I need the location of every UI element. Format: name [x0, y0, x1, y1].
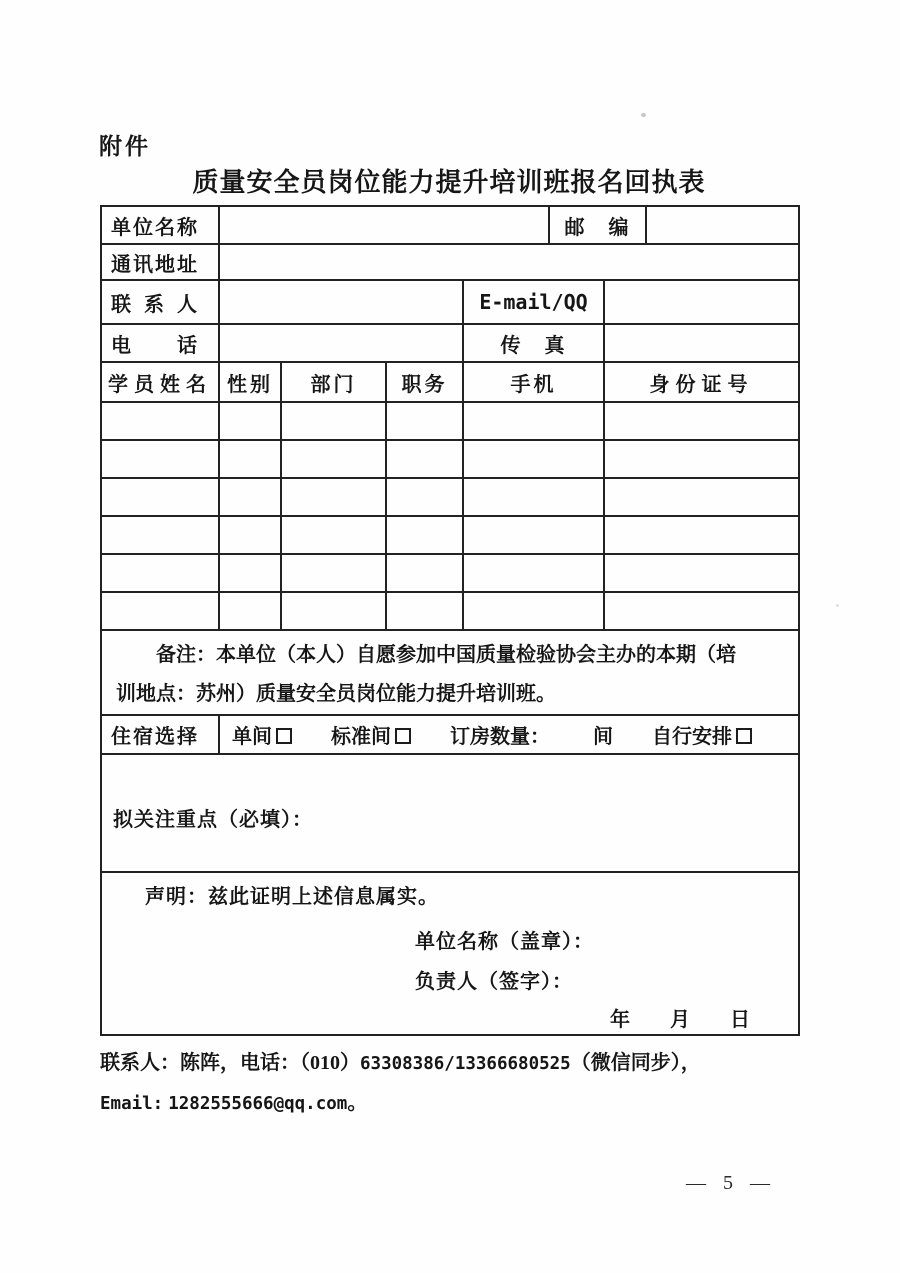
standard-room-label: 标准间 — [331, 726, 391, 748]
roster-header-department: 部门 — [281, 362, 386, 402]
roster-cell — [219, 440, 281, 478]
self-arrange-checkbox — [736, 728, 752, 744]
roster-cell — [386, 440, 463, 478]
declaration-statement: 声明：兹此证明上述信息属实。 — [145, 886, 439, 908]
focus-row — [101, 754, 799, 872]
scan-speck — [641, 113, 646, 117]
roster-cell — [604, 402, 799, 440]
booking-qty-label: 订房数量： — [450, 726, 550, 748]
address-input-cell — [219, 244, 799, 280]
roster-header-id-number: 身份证号 — [604, 362, 799, 402]
row-unit-name — [101, 206, 799, 244]
footer-email-label: Email: — [100, 1094, 164, 1114]
roster-cell — [386, 554, 463, 592]
roster-cell — [463, 516, 604, 554]
roster-header-gender: 性别 — [219, 362, 281, 402]
accommodation-options-cell — [219, 715, 799, 754]
footer-email-value: 1282555666@qq.com — [168, 1094, 348, 1114]
date-line: 年 月 日 — [610, 1009, 750, 1031]
roster-header-name: 学员姓名 — [101, 362, 219, 402]
address-label: 通讯地址 — [101, 244, 219, 280]
single-room-option — [232, 726, 292, 748]
roster-header-position: 职务 — [386, 362, 463, 402]
roster-cell — [101, 440, 219, 478]
phone-input-cell — [219, 324, 463, 362]
roster-cell — [219, 554, 281, 592]
footer-phone-numbers: 63308386/13366680525 — [360, 1054, 571, 1074]
form-title: 质量安全员岗位能力提升培训班报名回执表 — [192, 168, 706, 197]
roster-cell — [604, 440, 799, 478]
remark-cell — [101, 630, 799, 715]
single-room-label: 单间 — [232, 726, 272, 748]
roster-cell — [386, 592, 463, 630]
roster-cell — [219, 516, 281, 554]
scan-speck — [836, 604, 839, 607]
roster-cell — [219, 592, 281, 630]
roster-cell — [101, 478, 219, 516]
roster-cell — [604, 478, 799, 516]
roster-cell — [463, 440, 604, 478]
roster-cell — [219, 478, 281, 516]
roster-cell — [386, 516, 463, 554]
roster-empty-row — [101, 554, 799, 592]
signer-label: 负责人（签字）： — [415, 971, 573, 993]
attachment-label: 附件 — [99, 134, 151, 159]
footer-email-line — [100, 1086, 820, 1115]
roster-empty-row — [101, 440, 799, 478]
roster-cell — [604, 592, 799, 630]
standard-room-checkbox — [395, 728, 411, 744]
declaration-cell — [101, 872, 799, 1035]
postcode-label: 邮 编 — [549, 206, 646, 244]
roster-cell — [463, 478, 604, 516]
roster-cell — [281, 478, 386, 516]
roster-cell — [463, 554, 604, 592]
roster-cell — [101, 554, 219, 592]
footer-contact-line — [100, 1046, 820, 1075]
roster-cell — [281, 554, 386, 592]
roster-cell — [463, 402, 604, 440]
declaration-row — [101, 872, 799, 1035]
roster-cell — [101, 516, 219, 554]
remark-row — [101, 630, 799, 715]
email-qq-label: E-mail/QQ — [463, 280, 604, 324]
row-address — [101, 244, 799, 280]
standard-room-option — [331, 726, 411, 748]
roster-empty-row — [101, 592, 799, 630]
focus-label: 拟关注重点（必填）： — [113, 809, 313, 831]
self-arrange-label: 自行安排 — [652, 726, 732, 748]
unit-name-input-cell — [219, 206, 549, 244]
contact-input-cell — [219, 280, 463, 324]
footer-email-period: 。 — [347, 1092, 368, 1114]
unit-name-label: 单位名称 — [101, 206, 219, 244]
fax-label: 传 真 — [463, 324, 604, 362]
roster-cell — [101, 592, 219, 630]
roster-empty-row — [101, 478, 799, 516]
focus-cell — [101, 754, 799, 872]
self-arrange-option — [652, 726, 752, 748]
roster-header-mobile: 手机 — [463, 362, 604, 402]
row-phone — [101, 324, 799, 362]
phone-label: 电 话 — [101, 324, 219, 362]
roster-cell — [604, 554, 799, 592]
unit-seal-label: 单位名称（盖章）： — [415, 931, 594, 953]
roster-cell — [281, 402, 386, 440]
roster-cell — [604, 516, 799, 554]
remark-line1: 备注：本单位（本人）自愿参加中国质量检验协会主办的本期（培 — [156, 644, 736, 666]
roster-cell — [101, 402, 219, 440]
registration-form-table — [100, 205, 800, 1036]
footer-contact-suffix: （微信同步）， — [570, 1052, 701, 1074]
roster-cell — [281, 516, 386, 554]
contact-label: 联系人 — [101, 280, 219, 324]
roster-cell — [463, 592, 604, 630]
roster-cell — [281, 592, 386, 630]
roster-header-row — [101, 362, 799, 402]
roster-empty-row — [101, 402, 799, 440]
email-qq-input-cell — [604, 280, 799, 324]
row-contact — [101, 280, 799, 324]
roster-cell — [281, 440, 386, 478]
accommodation-label: 住宿选择 — [101, 715, 219, 754]
accommodation-row — [101, 715, 799, 754]
page-number: — 5 — — [686, 1172, 772, 1194]
single-room-checkbox — [276, 728, 292, 744]
roster-cell — [386, 402, 463, 440]
fax-input-cell — [604, 324, 799, 362]
roster-cell — [219, 402, 281, 440]
footer-contact-prefix: 联系人：陈阵，电话：（010） — [100, 1052, 360, 1074]
roster-cell — [386, 478, 463, 516]
postcode-input-cell — [646, 206, 799, 244]
roster-empty-row — [101, 516, 799, 554]
remark-line2: 训地点：苏州）质量安全员岗位能力提升培训班。 — [116, 683, 556, 705]
qty-unit-label: 间 — [593, 726, 613, 748]
